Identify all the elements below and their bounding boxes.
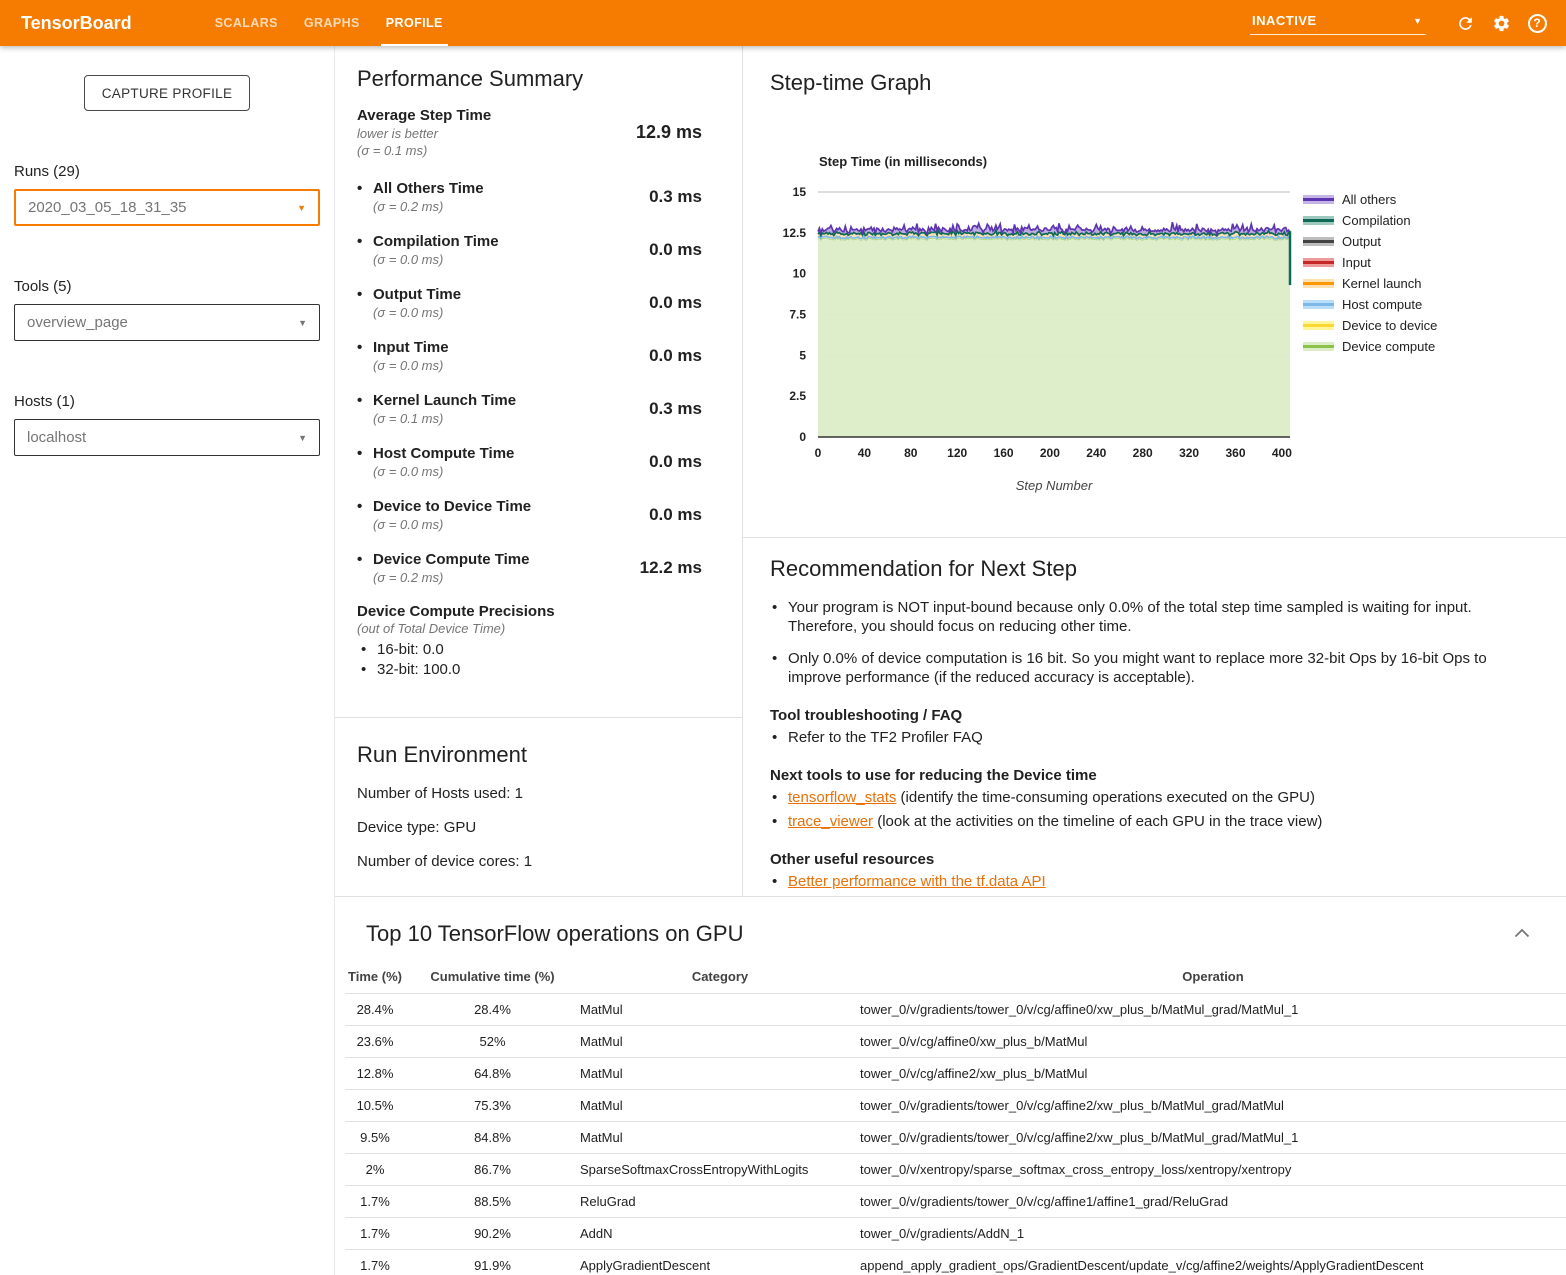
- metric-sigma: (σ = 0.0 ms): [373, 252, 444, 267]
- legend-swatch-line: [1303, 324, 1334, 327]
- svg-text:2.5: 2.5: [789, 389, 806, 404]
- collapse-chevron-up-icon[interactable]: [1514, 925, 1530, 943]
- legend-swatch-line: [1303, 198, 1334, 201]
- cell-operation: tower_0/v/cg/affine2/xw_plus_b/MatMul: [860, 1058, 1566, 1090]
- table-row: [345, 994, 1566, 1026]
- metric-value: 0.0 ms: [649, 346, 702, 365]
- metric-sigma: (σ = 0.1 ms): [357, 143, 428, 158]
- legend-label: Device compute: [1342, 339, 1436, 354]
- bullet: •: [357, 445, 363, 462]
- capture-profile-button[interactable]: CAPTURE PROFILE: [84, 75, 250, 111]
- next-tools-list: [770, 788, 1536, 831]
- metric-value: 0.0 ms: [649, 293, 702, 312]
- step-time-graph-title: Step-time Graph: [770, 70, 932, 95]
- svg-text:400: 400: [1271, 446, 1292, 460]
- bullet: •: [357, 180, 363, 197]
- svg-text:40: 40: [857, 446, 872, 460]
- legend-item: [1303, 231, 1437, 252]
- tab-bar: [202, 0, 456, 46]
- col-cumulative: Cumulative time (%): [405, 963, 580, 994]
- legend-item: [1303, 336, 1437, 357]
- bullet: •: [357, 286, 363, 303]
- run-environment-line: Number of Hosts used: 1: [357, 785, 523, 802]
- metric-label: • Device Compute Time: [357, 551, 530, 568]
- svg-text:280: 280: [1132, 446, 1153, 460]
- cell-time: 28.4%: [345, 994, 405, 1026]
- tools-select[interactable]: [14, 304, 320, 341]
- legend-label: Host compute: [1342, 297, 1423, 312]
- resource-link[interactable]: Better performance with the tf.data API: [788, 873, 1046, 890]
- chart-legend: [1303, 189, 1437, 357]
- col-category: Category: [580, 963, 860, 994]
- svg-text:7.5: 7.5: [789, 307, 806, 322]
- legend-swatch-line: [1303, 303, 1334, 306]
- metric-row: [357, 338, 702, 374]
- cell-cumulative: 91.9%: [405, 1250, 580, 1275]
- metric-label: • Kernel Launch Time: [357, 392, 517, 409]
- cell-cumulative: 28.4%: [405, 994, 580, 1026]
- svg-text:12.5: 12.5: [782, 225, 806, 240]
- table-row: [345, 1058, 1566, 1090]
- resources-heading: Other useful resources: [770, 851, 935, 868]
- question-mark-icon: ?: [1528, 14, 1547, 33]
- refresh-icon[interactable]: [1450, 8, 1480, 38]
- svg-text:5: 5: [799, 348, 806, 363]
- tools-label: Tools (5): [14, 278, 72, 295]
- top-ops-table: [345, 963, 1566, 1275]
- metric-row: [357, 391, 702, 427]
- cell-time: 1.7%: [345, 1186, 405, 1218]
- hosts-label: Hosts (1): [14, 393, 75, 410]
- legend-swatch: [1303, 195, 1334, 204]
- cell-time: 2%: [345, 1154, 405, 1186]
- table-row: [345, 1122, 1566, 1154]
- table-row: [345, 1186, 1566, 1218]
- cell-cumulative: 64.8%: [405, 1058, 580, 1090]
- legend-item: [1303, 252, 1437, 273]
- metric-row: [357, 232, 702, 268]
- metric-label: • Compilation Time: [357, 233, 499, 250]
- tools-select-value: overview_page: [27, 314, 128, 331]
- metric-sigma: (σ = 0.0 ms): [373, 464, 444, 479]
- legend-label: Kernel launch: [1342, 276, 1422, 291]
- status-dropdown[interactable]: [1250, 11, 1426, 35]
- tab-profile[interactable]: PROFILE: [373, 0, 456, 46]
- table-row: [345, 1218, 1566, 1250]
- tab-scalars[interactable]: SCALARS: [214, 16, 278, 30]
- header-controls: [1250, 8, 1552, 38]
- next-tools-heading: Next tools to use for reducing the Device time: [770, 767, 1097, 784]
- resources-list: [770, 872, 1536, 891]
- metric-label: • Host Compute Time: [357, 445, 515, 462]
- next-tool-item: • tensorflow_stats (identify the time-consuming operations executed on the GPU): [770, 788, 1536, 807]
- bullet: •: [772, 650, 778, 667]
- cell-operation: tower_0/v/cg/affine0/xw_plus_b/MatMul: [860, 1026, 1566, 1058]
- table-row: [345, 1250, 1566, 1275]
- legend-item: [1303, 294, 1437, 315]
- metric-value: 12.9 ms: [635, 122, 702, 142]
- svg-text:10: 10: [792, 266, 806, 281]
- performance-summary-title: Performance Summary: [357, 66, 584, 91]
- bullet: •: [357, 392, 363, 409]
- run-environment-title: Run Environment: [357, 742, 527, 767]
- metric-row: [357, 497, 702, 533]
- legend-item: [1303, 189, 1437, 210]
- svg-text:120: 120: [947, 446, 968, 460]
- metric-row: [357, 444, 702, 480]
- metric-label: • All Others Time: [357, 180, 484, 197]
- cell-category: SparseSoftmaxCrossEntropyWithLogits: [580, 1154, 860, 1186]
- chevron-down-icon: ▼: [298, 432, 307, 443]
- hosts-select-value: localhost: [27, 429, 87, 446]
- legend-swatch: [1303, 237, 1334, 246]
- legend-swatch-line: [1303, 240, 1334, 243]
- metric-sigma: (σ = 0.2 ms): [373, 570, 444, 585]
- cell-operation: tower_0/v/xentropy/sparse_softmax_cross_entropy_loss/xentropy/xentropy: [860, 1154, 1566, 1186]
- metric-row: [357, 550, 702, 586]
- legend-label: Compilation: [1342, 213, 1411, 228]
- metric-value: 0.0 ms: [649, 505, 702, 524]
- metric-label: • Device to Device Time: [357, 498, 532, 515]
- metric-sigma: (σ = 0.0 ms): [373, 517, 444, 532]
- metric-sigma: (σ = 0.0 ms): [373, 305, 444, 320]
- cell-time: 10.5%: [345, 1090, 405, 1122]
- precision-item: • 32-bit: 100.0: [357, 660, 702, 680]
- cell-operation: append_apply_gradient_ops/GradientDescent/update_v/cg/affine2/weights/ApplyGradientDescent: [860, 1250, 1566, 1275]
- cell-time: 23.6%: [345, 1026, 405, 1058]
- legend-swatch: [1303, 279, 1334, 288]
- cell-category: MatMul: [580, 994, 860, 1026]
- settings-gear-icon[interactable]: [1486, 8, 1516, 38]
- svg-text:200: 200: [1039, 446, 1060, 460]
- metric-list: [357, 179, 702, 586]
- chart-title: Step Time (in milliseconds): [819, 154, 988, 169]
- svg-text:320: 320: [1179, 446, 1200, 460]
- resource-item: [770, 872, 1536, 891]
- precision-item: • 16-bit: 0.0: [357, 640, 702, 660]
- metric-row: [357, 179, 702, 215]
- bullet: •: [357, 339, 363, 356]
- right-column: [743, 46, 1566, 896]
- metric-value: 0.0 ms: [649, 452, 702, 471]
- svg-text:240: 240: [1086, 446, 1107, 460]
- cell-category: MatMul: [580, 1122, 860, 1154]
- recommendation-bullets: [772, 598, 1536, 687]
- precisions-note: (out of Total Device Time): [357, 621, 506, 636]
- cell-time: 9.5%: [345, 1122, 405, 1154]
- run-environment-line: Number of device cores: 1: [357, 853, 533, 870]
- bullet: •: [357, 551, 363, 568]
- cell-operation: tower_0/v/gradients/tower_0/v/cg/affine2/xw_plus_b/MatMul_grad/MatMul: [860, 1090, 1566, 1122]
- legend-item: [1303, 315, 1437, 336]
- chevron-down-icon: ▼: [297, 202, 306, 213]
- table-row: [345, 1026, 1566, 1058]
- metric-row: [357, 285, 702, 321]
- metric-sigma: (σ = 0.0 ms): [373, 358, 444, 373]
- run-environment-lines: [357, 785, 720, 870]
- runs-select-value: 2020_03_05_18_31_35: [28, 199, 187, 216]
- svg-text:360: 360: [1225, 446, 1246, 460]
- cell-operation: tower_0/v/gradients/tower_0/v/cg/affine0/xw_plus_b/MatMul_grad/MatMul_1: [860, 994, 1566, 1026]
- cell-category: ApplyGradientDescent: [580, 1250, 860, 1275]
- top-ops-title: Top 10 TensorFlow operations on GPU: [366, 921, 744, 946]
- cell-cumulative: 88.5%: [405, 1186, 580, 1218]
- precisions-title: Device Compute Precisions: [357, 603, 555, 620]
- legend-swatch-line: [1303, 219, 1334, 222]
- legend-label: Device to device: [1342, 318, 1438, 333]
- svg-text:15: 15: [792, 185, 806, 199]
- recommendation-bullet: • Your program is NOT input-bound because only 0.0% of the total step time sampled is waiting for input. Therefore, you should focus on reducing other time.: [772, 599, 1472, 635]
- svg-text:0: 0: [814, 446, 822, 460]
- legend-label: Input: [1342, 255, 1371, 270]
- svg-text:80: 80: [904, 446, 918, 460]
- hosts-select[interactable]: [14, 419, 320, 456]
- cell-time: 1.7%: [345, 1250, 405, 1275]
- tab-graphs[interactable]: GRAPHS: [303, 16, 360, 30]
- faq-list: [770, 728, 1536, 747]
- metric-value: 0.3 ms: [649, 187, 702, 206]
- metric-label: • Output Time: [357, 286, 462, 303]
- table-body: [345, 994, 1566, 1275]
- table-row: [345, 1090, 1566, 1122]
- tool-link[interactable]: trace_viewer: [788, 813, 874, 830]
- legend-swatch: [1303, 258, 1334, 267]
- bullet: •: [357, 498, 363, 515]
- metric-value: 12.2 ms: [639, 558, 702, 577]
- faq-item: • Refer to the TF2 Profiler FAQ: [770, 728, 1536, 747]
- main-content: [335, 46, 1566, 1275]
- legend-swatch-line: [1303, 282, 1334, 285]
- run-environment-line: Device type: GPU: [357, 819, 477, 836]
- cell-cumulative: 75.3%: [405, 1090, 580, 1122]
- cell-cumulative: 84.8%: [405, 1122, 580, 1154]
- device-compute-precisions: [357, 603, 702, 680]
- metric-label: • Input Time: [357, 339, 449, 356]
- legend-swatch: [1303, 300, 1334, 309]
- metric-value: 0.0 ms: [649, 240, 702, 259]
- legend-swatch: [1303, 342, 1334, 351]
- legend-swatch: [1303, 321, 1334, 330]
- runs-select[interactable]: [14, 189, 320, 226]
- table-row: [345, 1154, 1566, 1186]
- legend-label: Output: [1342, 234, 1382, 249]
- cell-operation: tower_0/v/gradients/tower_0/v/cg/affine2/xw_plus_b/MatMul_grad/MatMul_1: [860, 1122, 1566, 1154]
- cell-category: MatMul: [580, 1090, 860, 1122]
- performance-summary-panel: [335, 46, 742, 718]
- next-tool-item: • trace_viewer (look at the activities on the timeline of each GPU in the trace view): [770, 812, 1536, 831]
- runs-label: Runs (29): [14, 163, 80, 180]
- cell-category: MatMul: [580, 1058, 860, 1090]
- table-header-row: [345, 963, 1566, 994]
- cell-cumulative: 90.2%: [405, 1218, 580, 1250]
- legend-item: [1303, 273, 1437, 294]
- svg-text:Step Number: Step Number: [1015, 478, 1093, 493]
- status-dropdown-value: INACTIVE: [1252, 13, 1317, 28]
- cell-cumulative: 52%: [405, 1026, 580, 1058]
- help-icon[interactable]: [1522, 8, 1552, 38]
- metric-note: lower is better: [357, 126, 438, 141]
- metric-label: Average Step Time: [357, 107, 492, 124]
- legend-item: [1303, 210, 1437, 231]
- metric-sigma: (σ = 0.1 ms): [373, 411, 444, 426]
- tool-link[interactable]: tensorflow_stats: [788, 789, 897, 806]
- recommendation-title: Recommendation for Next Step: [770, 556, 1077, 581]
- cell-category: AddN: [580, 1218, 860, 1250]
- left-column: [335, 46, 743, 896]
- cell-cumulative: 86.7%: [405, 1154, 580, 1186]
- legend-label: All others: [1342, 192, 1397, 207]
- step-time-chart: [743, 176, 1566, 506]
- metric-value: 0.3 ms: [649, 399, 702, 418]
- chevron-down-icon: ▼: [298, 317, 307, 328]
- legend-swatch-line: [1303, 345, 1334, 348]
- recommendation-bullet: • Only 0.0% of device computation is 16 bit. So you might want to replace more 32-bit Ops by 16-bit Ops to improve performance (if the reduced accuracy is acceptable).: [772, 650, 1487, 686]
- app-title: TensorBoard: [21, 12, 132, 33]
- precisions-list: [357, 640, 702, 680]
- cell-time: 12.8%: [345, 1058, 405, 1090]
- col-operation: Operation: [860, 963, 1566, 994]
- average-step-time-row: [357, 106, 702, 159]
- faq-heading: Tool troubleshooting / FAQ: [770, 707, 963, 724]
- app-header: [0, 0, 1566, 46]
- chevron-down-icon: ▼: [1413, 15, 1422, 26]
- run-environment-panel: [335, 718, 742, 896]
- legend-swatch-line: [1303, 261, 1334, 264]
- bullet: •: [357, 233, 363, 250]
- step-time-graph-panel: [743, 46, 1566, 538]
- svg-text:0: 0: [799, 430, 806, 444]
- top-ops-panel: [335, 897, 1566, 1275]
- bullet: •: [772, 599, 778, 616]
- metric-sigma: (σ = 0.2 ms): [373, 199, 444, 214]
- sidebar: [0, 46, 335, 1275]
- cell-operation: tower_0/v/gradients/AddN_1: [860, 1218, 1566, 1250]
- recommendation-panel: [743, 538, 1566, 896]
- cell-category: MatMul: [580, 1026, 860, 1058]
- svg-text:160: 160: [993, 446, 1014, 460]
- cell-time: 1.7%: [345, 1218, 405, 1250]
- cell-category: ReluGrad: [580, 1186, 860, 1218]
- cell-operation: tower_0/v/gradients/tower_0/v/cg/affine1/affine1_grad/ReluGrad: [860, 1186, 1566, 1218]
- legend-swatch: [1303, 216, 1334, 225]
- col-time: Time (%): [345, 963, 405, 994]
